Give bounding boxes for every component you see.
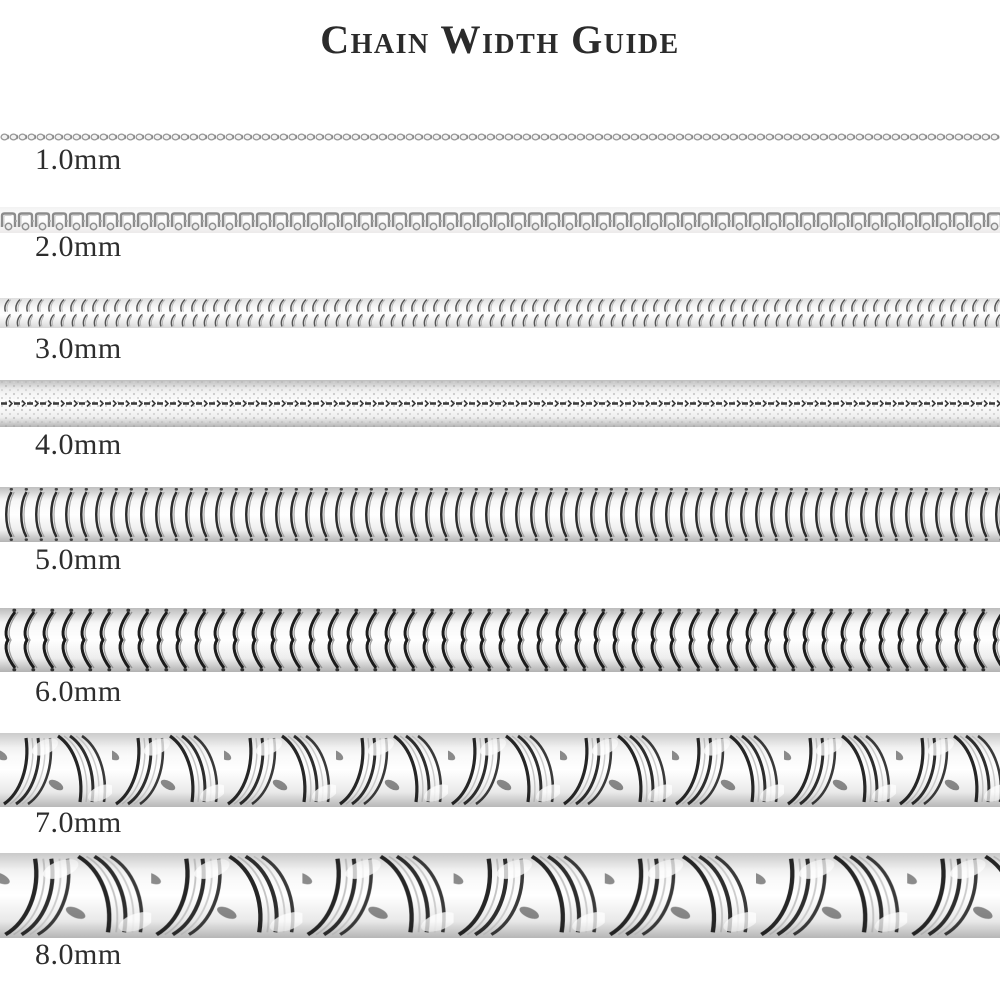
chain-width-label: 8.0mm [35,938,122,971]
chain-width-label: 3.0mm [35,332,122,365]
chain-width-label: 6.0mm [35,675,122,708]
chain-width-label: 5.0mm [35,543,122,576]
chain-width-label: 7.0mm [35,806,122,839]
chain-width-label: 2.0mm [35,230,122,263]
chain-photo-5mm [0,487,1000,542]
chain-photo-1mm [0,131,1000,143]
chain-width-label: 4.0mm [35,428,122,461]
chain-photo-4mm [0,380,1000,427]
chain-photo-3mm [0,298,1000,328]
chain-photo-6mm [0,608,1000,672]
page-title: Chain Width Guide [320,17,680,62]
chain-photo-7mm [0,733,1000,807]
chain-photo-2mm [0,207,1000,233]
chain-photo-8mm [0,853,1000,938]
chain-width-label: 1.0mm [35,143,122,176]
